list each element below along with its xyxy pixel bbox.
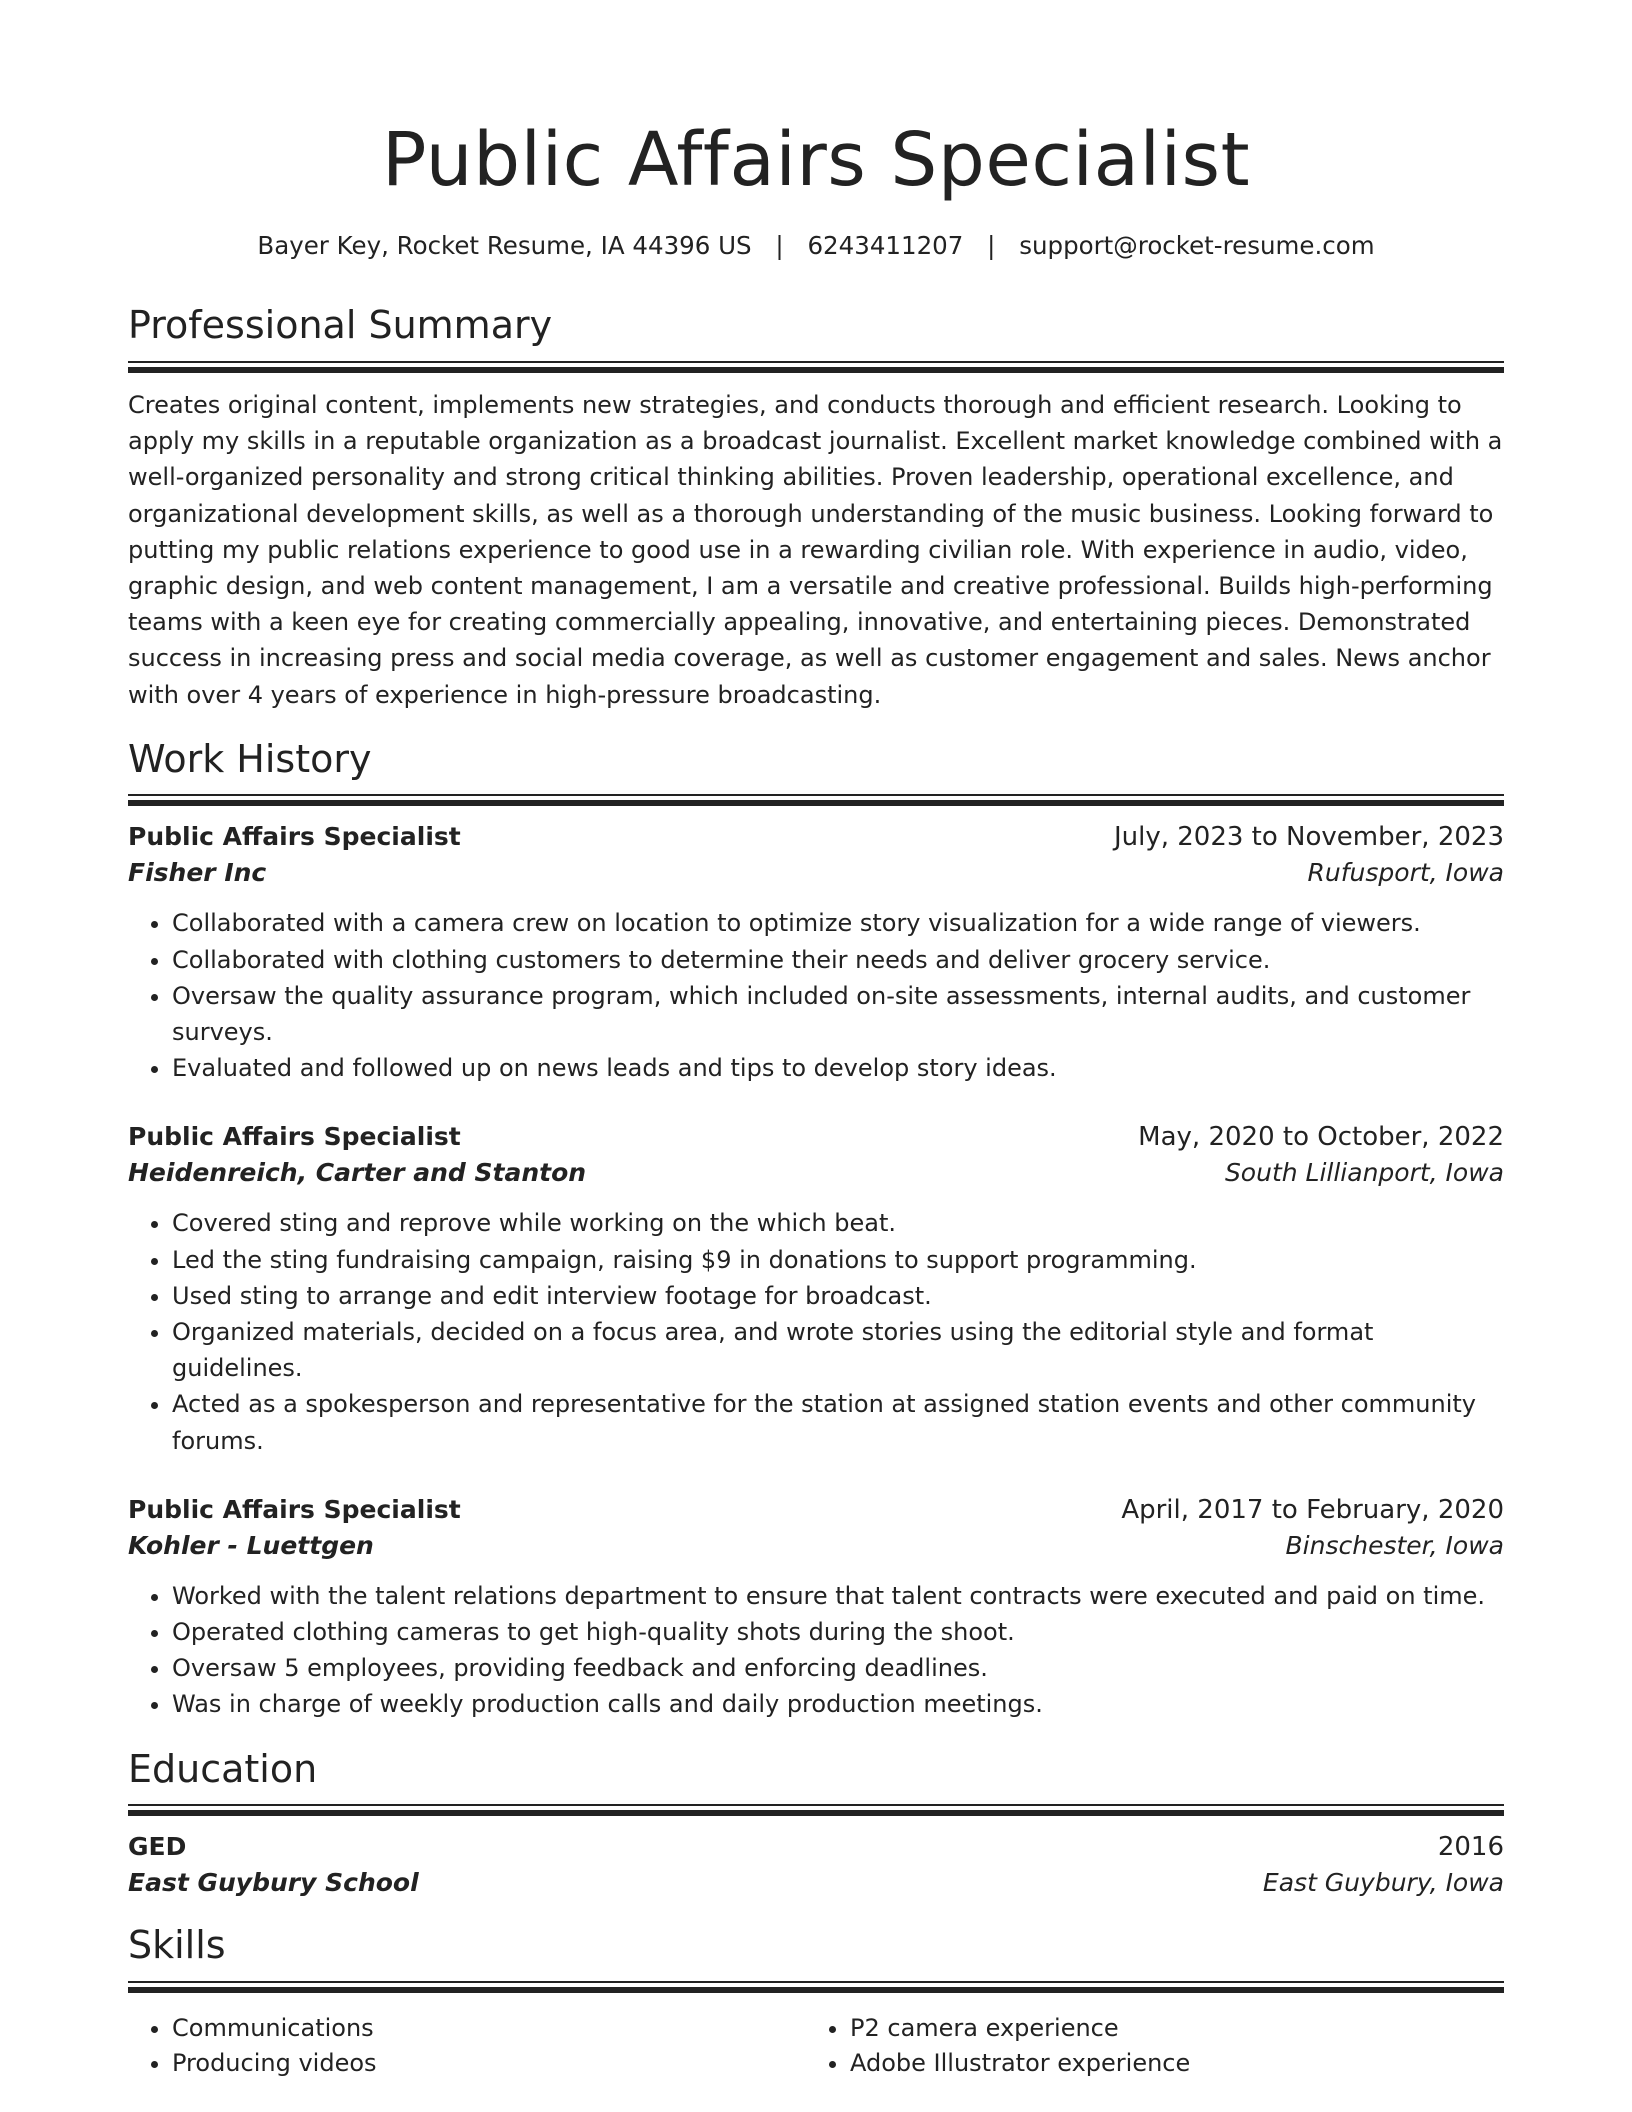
education-year: 2016 (1437, 1832, 1504, 1863)
skills-grid (128, 2011, 1504, 2081)
section-divider (128, 1804, 1504, 1816)
job-entry (128, 822, 1504, 1086)
section-title-work-history: Work History (128, 736, 372, 781)
skills-column-right (806, 2011, 1484, 2081)
contact-separator: | (775, 231, 784, 261)
job-title: Public Affairs Specialist (128, 822, 461, 852)
section-title-education: Education (128, 1746, 318, 1791)
education-school: East Guybury School (128, 1868, 419, 1898)
education-degree: GED (128, 1832, 187, 1862)
job-bullet: • Used sting to arrange and edit interview footage for broadcast. (172, 1278, 1504, 1314)
job-bullet: • Collaborated with clothing customers to determine their needs and deliver grocery service. (172, 942, 1504, 978)
job-dates: July, 2023 to November, 2023 (1113, 822, 1504, 853)
skill-item: • Communications (172, 2011, 806, 2046)
candidate-name: Public Affairs Specialist (381, 117, 1251, 203)
job-dates: May, 2020 to October, 2022 (1138, 1122, 1504, 1153)
job-bullets (128, 1205, 1504, 1458)
job-bullets (128, 1578, 1504, 1723)
section-divider (128, 794, 1504, 806)
job-company: Heidenreich, Carter and Stanton (128, 1158, 587, 1188)
skills-section (128, 1923, 1504, 2081)
summary-text: Creates original content, implements new strategies, and conducts thorough and efficient research. Looking to apply my skills in a reputable organization as a broadcast journalist. Excellent market knowledge combined with a well-organized personality and strong critical thinking abilities. Proven leadership, operational excellence, and organizational development skills, as well as a thorough understanding of the music business. Looking forward to putting my public relations experience to good use in a rewarding civilian role. With experience in audio, video, graphic design, and web content management, I am a versatile and creative professional. Builds high-performing teams with a keen eye for creating commercially appealing, innovative, and entertaining pieces. Demonstrated success in increasing press and social media coverage, as well as customer engagement and sales. News anchor with over 4 years of experience in high-pressure broadcasting. (128, 390, 1503, 709)
contact-separator: | (987, 231, 996, 261)
job-bullet: • Worked with the talent relations department to ensure that talent contracts were executed and paid on time. (172, 1578, 1504, 1614)
section-divider (128, 1981, 1504, 1993)
job-location: Rufusport, Iowa (1307, 858, 1504, 888)
job-bullet: • Organized materials, decided on a focus area, and wrote stories using the editorial style and format guidelines. (172, 1314, 1504, 1386)
contact-email: support@rocket-resume.com (1019, 231, 1375, 261)
contact-address: Bayer Key, Rocket Resume, IA 44396 US (257, 231, 752, 261)
job-bullet: • Acted as a spokesperson and representative for the station at assigned station events and other community forums. (172, 1386, 1504, 1458)
job-bullet: • Evaluated and followed up on news leads and tips to develop story ideas. (172, 1050, 1504, 1086)
job-bullet: • Oversaw 5 employees, providing feedback and enforcing deadlines. (172, 1650, 1504, 1686)
work-history-section (128, 737, 1504, 1723)
contact-phone: 6243411207 (807, 231, 964, 261)
job-dates: April, 2017 to February, 2020 (1121, 1494, 1504, 1525)
job-entry (128, 1122, 1504, 1458)
education-section (128, 1747, 1504, 1898)
section-title-summary: Professional Summary (128, 303, 553, 348)
job-title: Public Affairs Specialist (128, 1494, 461, 1524)
summary-section (128, 303, 1504, 712)
contact-line (128, 229, 1504, 263)
skill-item: • Producing videos (172, 2046, 806, 2081)
job-bullet: • Was in charge of weekly production calls and daily production meetings. (172, 1686, 1504, 1722)
skill-item: • P2 camera experience (850, 2011, 1484, 2046)
job-title: Public Affairs Specialist (128, 1122, 461, 1152)
skill-item: • Adobe Illustrator experience (850, 2046, 1484, 2081)
education-location: East Guybury, Iowa (1262, 1868, 1504, 1898)
job-bullet: • Collaborated with a camera crew on location to optimize story visualization for a wide range of viewers. (172, 905, 1504, 941)
section-divider (128, 361, 1504, 373)
job-bullet: • Led the sting fundraising campaign, raising $9 in donations to support programming. (172, 1242, 1504, 1278)
job-location: Binschester, Iowa (1285, 1530, 1504, 1560)
job-entry (128, 1495, 1504, 1723)
job-bullets (128, 905, 1504, 1086)
section-title-skills: Skills (128, 1923, 226, 1968)
skills-column-left (128, 2011, 806, 2081)
job-bullet: • Covered sting and reprove while working on the which beat. (172, 1205, 1504, 1241)
job-location: South Lillianport, Iowa (1224, 1158, 1504, 1188)
job-company: Kohler - Luettgen (128, 1530, 374, 1560)
job-company: Fisher Inc (128, 858, 267, 888)
job-bullet: • Operated clothing cameras to get high-quality shots during the shoot. (172, 1614, 1504, 1650)
job-bullet: • Oversaw the quality assurance program, which included on-site assessments, internal audits, and customer surveys. (172, 978, 1504, 1050)
